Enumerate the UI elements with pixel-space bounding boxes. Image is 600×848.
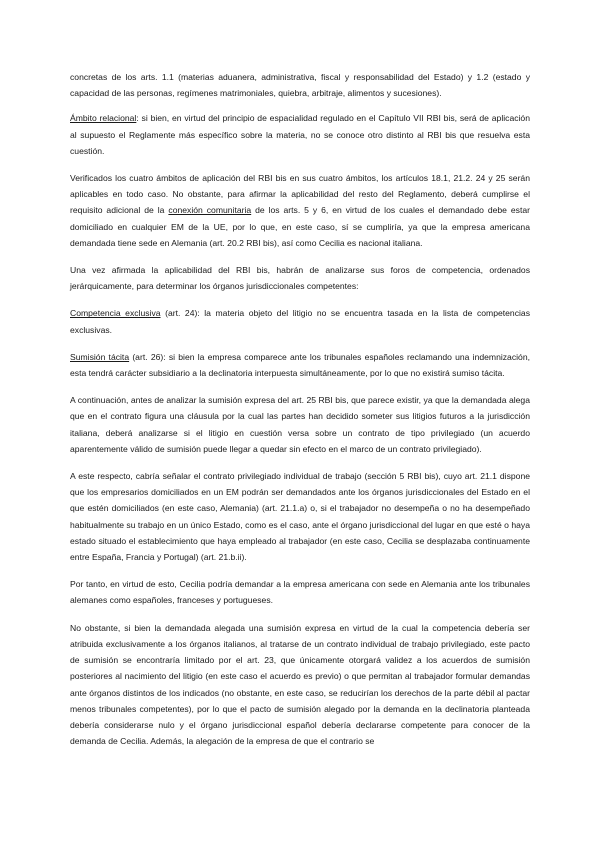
document-body [70,69,530,760]
underlined-term: Sumisión tácita [70,351,130,362]
paragraph-text: Por tanto, en virtud de esto, Cecilia podría demandar a la empresa americana con sede en Alemania ante los tribunales alemanes como españoles, franceses y portugueses. [70,579,530,606]
paragraph-text: concretas de los arts. 1.1 (materias aduanera, administrativa, fiscal y responsabilidad del Estado) y 1.2 (estado y capacidad de las personas, regímenes matrimoniales, quiebra, arbitraje, alimentos y sucesiones). [70,72,530,99]
paragraph-express-submission [70,392,530,457]
paragraph-text: No obstante, si bien la demandada alegada una sumisión expresa en virtud de la cual la competencia debería ser atribuida exclusivamente a los órganos italianos, al tratarse de un contrato individual de trabajo privilegiado, este pacto de sumisión se encontraría limitado por el art. 23, que únicamente otorgará validez a los acuerdos de sumisión posteriores al nacimiento del litigio (en este caso el acuerdo es previo) o que permitan al trabajador formular demandas ante órganos distintos de los indicados (no obstante, en este caso, se reducirían los derechos de la parte débil al pactar menos tribunales competentes), por lo que el pacto de sumisión alegado por la demanda en la declinatoria planteada debería considerarse nulo y el órgano jurisdiccional español debería declararse competente para conocer de la demanda de Cecilia. Además, la alegación de la empresa de que el contrario se [70,622,530,747]
paragraph-community-connection [70,170,530,251]
paragraph-text: Verificados los cuatro ámbitos de aplicación del RBI bis en sus cuatro ámbitos, los artículos 18.1, 21.2. 24 y 25 serán aplicables en todo caso. No obstante, para afirmar la aplicabilidad del resto del Reglamento, deberá cumplirse el requisito adicional de la [70,173,530,216]
paragraph-text: A este respecto, cabría señalar el contrato privilegiado individual de trabajo (sección 5 RBI bis), cuyo art. 21.1 dispone que los empresarios domiciliados en un EM podrán ser demandados ante los órganos jurisdiccionales del Estado en el que estén domiciliados (en este caso, Alemania) (art. 21.1.a) o, si el trabajador no desempeña o no ha desempeñado habitualmente su trabajo en un único Estado, como es el caso, ante el órgano jurisdiccional del lugar en que esté o haya estado situado el establecimiento que haya empleado al trabajador (en este caso, Cecilia se desplazaba continuamente entre España, Francia y Portugal) (art. 21.b.ii). [70,471,530,563]
paragraph-jurisdiction-intro [70,262,530,294]
paragraph-text: de los arts. 5 y 6, en virtud de los cuales el demandado debe estar domiciliado en cualquier EM de la UE, por lo que, en este caso, sí se cumpliría, ya que la empresa americana demandada tiene sede en Alemania (art. 20.2 RBI bis), así como Cecilia es nacional italiana. [70,205,530,248]
paragraph-material-scope-continuation [70,69,530,101]
paragraph-exclusive-competence [70,305,530,337]
underlined-term: Ámbito relacional [70,113,137,124]
paragraph-text: (art. 26): si bien la empresa comparece ante los tribunales españoles reclamando una indemnización, esta tendrá carácter subsidiario a la declinatoria interpuesta simultáneamente, por lo que no existirá sumiso tácita. [70,351,530,379]
paragraph-relational-scope [70,110,530,159]
paragraph-text: (art. 24): la materia objeto del litigio no se encuentra tasada en la lista de competencias exclusivas. [70,308,530,335]
paragraph-text: A continuación, antes de analizar la sumisión expresa del art. 25 RBI bis, que parece existir, ya que la demandada alega que en el contrato figura una cláusula por la cual las partes han decidido someter sus litigios futuros a la jurisdicción italiana, deberá analizarse si el litigio en cuestión versa sobre un contrato de tipo privilegiado (un acuerdo aparentemente válido de sumisión puede llegar a quedar sin efecto en el marco de un contrato privilegiado). [70,395,530,454]
underlined-term: conexión comunitaria [168,205,252,216]
paragraph-tacit-submission [70,349,530,381]
underlined-term: Competencia exclusiva [70,308,161,319]
paragraph-submission-limits [70,620,530,750]
paragraph-conclusion [70,576,530,608]
paragraph-text: : si bien, en virtud del principio de espacialidad regulado en el Capítulo VII RBI bis, será de aplicación al supuesto el Reglamente más específico sobre la materia, no se conoce otro distinto al RBI bis que resuelva esta cuestión. [70,113,530,156]
paragraph-text: Una vez afirmada la aplicabilidad del RBI bis, habrán de analizarse sus foros de competencia, ordenados jerárquicamente, para determinar los órganos jurisdiccionales competentes: [70,265,530,292]
paragraph-employment-contract [70,468,530,565]
